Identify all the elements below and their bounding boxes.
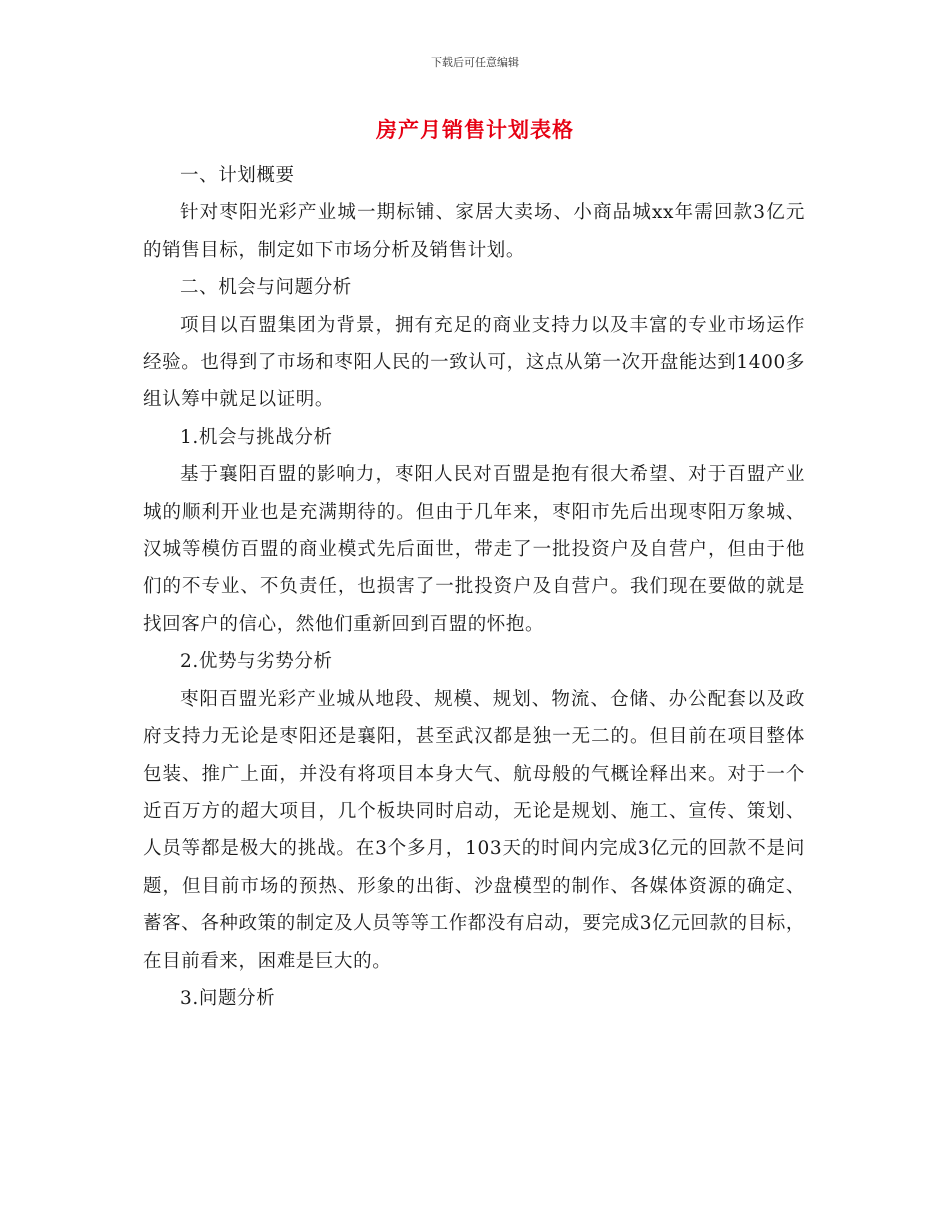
section-heading-analysis: 二、机会与问题分析 bbox=[180, 277, 352, 299]
header-note: 下载后可任意编辑 bbox=[431, 56, 519, 69]
subheading-strengths: 2.优势与劣势分析 bbox=[180, 651, 333, 673]
paragraph-opportunity: 基于襄阳百盟的影响力，枣阳人民对百盟是抱有很大希望、对于百盟产业城的顺利开业也是充满期待的。但由于几年来，枣阳市先后出现枣阳万象城、汉城等模仿百盟的商业模式先后面世，带走了一批投资户及自营户，但由于他们的不专业、不负责任，也损害了一批投资户及自营户。我们现在要做的就是找回客户的信心，然他们重新回到百盟的怀抱。 bbox=[143, 464, 805, 635]
subheading-problems: 3.问题分析 bbox=[180, 987, 276, 1009]
section-heading-overview: 一、计划概要 bbox=[180, 165, 295, 186]
subheading-opportunity: 1.机会与挑战分析 bbox=[180, 426, 333, 448]
paragraph-overview: 针对枣阳光彩产业城一期标铺、家居大卖场、小商品城xx年需回款3亿元的销售目标，制定如下市场分析及销售计划。 bbox=[143, 202, 805, 261]
paragraph-strengths: 枣阳百盟光彩产业城从地段、规模、规划、物流、仓储、办公配套以及政府支持力无论是枣阳还是襄阳，甚至武汉都是独一无二的。但目前在项目整体包装、推广上面，并没有将项目本身大气、航母般的气概诠释出来。对于一个近百万方的超大项目，几个板块同时启动，无论是规划、施工、宣传、策划、人员等都是极大的挑战。在3个多月，103天的时间内完成3亿元的回款不是问题，但目前市场的预热、形象的出街、沙盘模型的制作、各媒体资源的确定、蓄客、各种政策的制定及人员等等工作都没有启动，要完成3亿元回款的目标，在目前看来，困难是巨大的。 bbox=[143, 688, 805, 972]
document-body bbox=[143, 157, 805, 1017]
paragraph-background: 项目以百盟集团为背景，拥有充足的商业支持力以及丰富的专业市场运作经验。也得到了市场和枣阳人民的一致认可，这点从第一次开盘能达到1400多组认筹中就足以证明。 bbox=[143, 314, 805, 411]
document-title: 房产月销售计划表格 bbox=[376, 118, 574, 142]
